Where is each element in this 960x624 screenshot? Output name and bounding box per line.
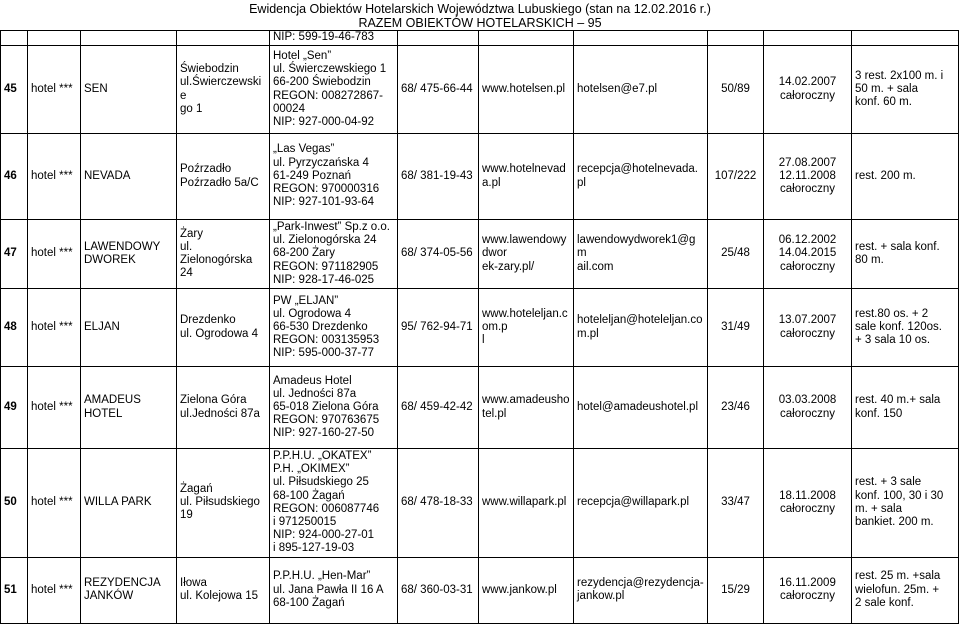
owner-details	[270, 46, 398, 134]
rooms-beds-text: 33/47	[721, 496, 750, 509]
hotel-name	[81, 367, 177, 449]
hotel-category-text: hotel ***	[31, 82, 73, 95]
hotel-name-text: WILLA PARK	[84, 496, 152, 509]
owner-details-text: „Las Vegas” ul. Pyrzyczańska 4 61-249 Poznań REGON: 970000316 NIP: 927-101-93-64	[273, 143, 380, 209]
owner-details	[270, 289, 398, 367]
facilities-notes	[852, 289, 959, 367]
phone-number-text: 68/ 374-05-56	[401, 247, 473, 260]
hotel-name	[81, 134, 177, 220]
hotel-category	[28, 220, 81, 289]
rooms-beds	[708, 46, 764, 134]
hotel-category	[28, 367, 81, 449]
rooms-beds	[708, 367, 764, 449]
hotel-number	[1, 46, 28, 134]
phone-number-text: 68/ 381-19-43	[401, 169, 473, 182]
rooms-beds-text: 15/29	[721, 583, 750, 596]
phone-number-text: 95/ 762-94-71	[401, 320, 473, 333]
hotel-category	[28, 557, 81, 623]
hotel-name-text: ELJAN	[84, 320, 120, 333]
rooms-beds	[708, 220, 764, 289]
hotel-name	[81, 289, 177, 367]
hotel-name-text: AMADEUS HOTEL	[84, 394, 141, 420]
table-row	[1, 367, 959, 449]
email-address-text: hotel@amadeushotel.pl	[577, 400, 699, 413]
phone-number-text: 68/ 459-42-42	[401, 400, 473, 413]
category-date	[764, 367, 852, 449]
hotel-name	[81, 557, 177, 623]
phone-number	[398, 134, 479, 220]
email-address-text: lawendowydworek1@gm ail.com	[577, 234, 696, 273]
phone-number-text: 68/ 360-03-31	[401, 583, 473, 596]
hotel-category-text: hotel ***	[31, 169, 73, 182]
email-address-text: hoteleljan@hoteleljan.co m.pl	[577, 314, 703, 340]
hotel-number	[1, 220, 28, 289]
cell-empty	[28, 31, 81, 46]
hotel-address	[177, 289, 270, 367]
document-title: Ewidencja Obiektów Hotelarskich Województwa Lubuskiego (stan na 12.02.2016 r.)	[249, 2, 711, 16]
facilities-notes	[852, 367, 959, 449]
category-date	[764, 289, 852, 367]
cell-empty	[708, 31, 764, 46]
hotel-name	[81, 46, 177, 134]
category-date	[764, 134, 852, 220]
hotel-category-text: hotel ***	[31, 496, 73, 509]
hotel-number	[1, 289, 28, 367]
email-address	[574, 367, 708, 449]
owner-details-text: P.P.H.U. „OKATEX” P.H. „OKIMEX” ul. Piłsudskiego 25 68-100 Żagań REGON: 006087746 i 971250015 NIP: 924-000-27-01 i 895-127-19-03	[273, 450, 380, 555]
website-text: www.jankow.pl	[482, 583, 557, 596]
owner-details-text: „Park-Inwest” Sp.z o.o. ul. Zielonogórska 24 68-200 Żary REGON: 971182905 NIP: 928-17-46-025	[273, 221, 390, 286]
hotel-number	[1, 367, 28, 449]
website-text: www.hotelsen.pl	[482, 82, 566, 95]
facilities-notes	[852, 449, 959, 558]
cell-empty	[852, 31, 959, 46]
category-date-text: 18.11.2008 całoroczny	[779, 489, 836, 515]
hotel-address	[177, 449, 270, 558]
email-address-text: hotelsen@e7.pl	[577, 82, 658, 95]
owner-details-text: Hotel „Sen” ul. Świerczewskiego 1 66-200 Świebodzin REGON: 008272867- 00024 NIP: 927-000-04-92	[273, 49, 387, 128]
cell-empty	[1, 31, 28, 46]
rooms-beds	[708, 449, 764, 558]
facilities-notes	[852, 46, 959, 134]
rooms-beds-text: 25/48	[721, 247, 750, 260]
hotel-number-text: 46	[4, 169, 17, 182]
cell-empty	[81, 31, 177, 46]
facilities-notes	[852, 557, 959, 623]
hotel-total-summary: RAZEM OBIEKTÓW HOTELARSKICH – 95	[358, 16, 602, 30]
table-row	[1, 449, 959, 558]
email-address	[574, 220, 708, 289]
cell-empty	[574, 31, 708, 46]
hotel-number-text: 47	[4, 247, 17, 260]
hotel-name	[81, 220, 177, 289]
facilities-notes-text: rest. 200 m.	[855, 169, 916, 182]
hotel-name	[81, 449, 177, 558]
phone-number-text: 68/ 478-18-33	[401, 496, 473, 509]
hotel-address-text: Zielona Góra ul.Jedności 87a	[180, 394, 260, 420]
hotel-address-text: Żagań ul. Piłsudskiego 19	[180, 483, 260, 522]
website-text: www.willapark.pl	[482, 496, 567, 509]
hotel-address-text: Iłowa ul. Kolejowa 15	[180, 576, 258, 603]
facilities-notes-text: rest. 25 m. +sala wielofun. 25m. + 2 sale konf.	[855, 570, 941, 609]
owner-details	[270, 367, 398, 449]
website	[479, 367, 574, 449]
cell-empty	[764, 31, 852, 46]
email-address	[574, 449, 708, 558]
hotel-registry-table	[0, 30, 959, 624]
email-address	[574, 46, 708, 134]
hotel-address-text: Żary ul. Zielonogórska 24	[180, 227, 253, 280]
hotel-address	[177, 134, 270, 220]
category-date-text: 03.03.2008 całoroczny	[778, 394, 837, 420]
hotel-number-text: 45	[4, 82, 17, 95]
hotel-address	[177, 367, 270, 449]
rooms-beds	[708, 289, 764, 367]
phone-number-text: 68/ 475-66-44	[401, 82, 473, 95]
hotel-category-text: hotel ***	[31, 400, 73, 413]
table-row	[1, 557, 959, 623]
facilities-notes-text: 3 rest. 2x100 m. i 50 m. + sala konf. 60 m.	[855, 69, 944, 109]
owner-details	[270, 557, 398, 623]
category-date-text: 06.12.2002 14.04.2015 całoroczny	[778, 234, 837, 273]
hotel-address	[177, 46, 270, 134]
hotel-category-text: hotel ***	[31, 320, 73, 333]
hotel-category-text: hotel ***	[31, 247, 73, 260]
website	[479, 557, 574, 623]
rooms-beds	[708, 557, 764, 623]
website	[479, 289, 574, 367]
email-address	[574, 557, 708, 623]
hotel-name-text: NEVADA	[84, 169, 131, 182]
email-address-text: rezydencja@rezydencja- jankow.pl	[577, 576, 704, 603]
website-text: www.lawendowydwor ek-zary.pl/	[482, 234, 567, 273]
hotel-name-text: REZYDENCJA JANKÓW	[84, 576, 161, 603]
phone-number	[398, 367, 479, 449]
rooms-beds-text: 50/89	[721, 82, 750, 95]
owner-details	[270, 134, 398, 220]
category-date	[764, 220, 852, 289]
facilities-notes-text: rest. + sala konf. 80 m.	[855, 240, 940, 266]
category-date	[764, 557, 852, 623]
website	[479, 449, 574, 558]
cell-empty	[398, 31, 479, 46]
category-date-text: 16.11.2009 całoroczny	[779, 576, 836, 603]
hotel-number-text: 51	[4, 583, 17, 596]
website-text: www.hotelnevada.pl	[482, 163, 566, 189]
hotel-number	[1, 557, 28, 623]
owner-nip-continuation: NIP: 599-19-46-783	[270, 31, 398, 46]
cell-empty	[177, 31, 270, 46]
facilities-notes-text: rest.80 os. + 2 sale konf. 120os. + 3 sala 10 os.	[855, 307, 942, 347]
rooms-beds-text: 107/222	[714, 169, 757, 182]
table-row	[1, 220, 959, 289]
rooms-beds	[708, 134, 764, 220]
email-address-text: recepcja@willapark.pl	[577, 496, 690, 509]
hotel-number-text: 49	[4, 400, 17, 413]
email-address-text: recepcja@hotelnevada.pl	[577, 163, 699, 189]
website	[479, 220, 574, 289]
category-date-text: 13.07.2007 całoroczny	[778, 314, 837, 340]
hotel-number	[1, 449, 28, 558]
hotel-address	[177, 220, 270, 289]
facilities-notes	[852, 134, 959, 220]
hotel-category	[28, 449, 81, 558]
hotel-category-text: hotel ***	[31, 583, 73, 596]
rooms-beds-text: 23/46	[721, 400, 750, 413]
email-address	[574, 289, 708, 367]
facilities-notes-text: rest. + 3 sale konf. 100, 30 i 30 m. + sala bankiet. 200 m.	[855, 476, 944, 529]
email-address	[574, 134, 708, 220]
owner-details	[270, 449, 398, 558]
category-date	[764, 449, 852, 558]
hotel-number-text: 50	[4, 496, 17, 509]
website	[479, 134, 574, 220]
website	[479, 46, 574, 134]
hotel-address-text: Drezdenko ul. Ogrodowa 4	[180, 314, 258, 340]
category-date-text: 14.02.2007 całoroczny	[778, 76, 837, 102]
phone-number	[398, 220, 479, 289]
owner-details-text: Amadeus Hotel ul. Jedności 87a 65-018 Zielona Góra REGON: 970763675 NIP: 927-160-27-50	[273, 374, 380, 440]
facilities-notes-text: rest. 40 m.+ sala konf. 150	[855, 394, 941, 420]
category-date	[764, 46, 852, 134]
rooms-beds-text: 31/49	[721, 320, 750, 333]
website-text: www.amadeushotel.pl	[482, 394, 570, 420]
phone-number	[398, 46, 479, 134]
owner-details-text: PW „ELJAN” ul. Ogrodowa 4 66-530 Drezdenko REGON: 003135953 NIP: 595-000-37-77	[273, 294, 380, 360]
hotel-number-text: 48	[4, 320, 17, 333]
hotel-category	[28, 134, 81, 220]
website-text: www.hoteleljan.com.p l	[482, 307, 568, 347]
hotel-number	[1, 134, 28, 220]
phone-number	[398, 449, 479, 558]
table-row	[1, 46, 959, 134]
category-date-text: 27.08.2007 12.11.2008 całoroczny	[778, 156, 837, 196]
hotel-address-text: Poźrzadło Poźrzadło 5a/C	[180, 163, 259, 189]
hotel-name-text: LAWENDOWY DWOREK	[84, 240, 161, 266]
hotel-address	[177, 557, 270, 623]
hotel-address-text: Świebodzin ul.Świerczewskie go 1	[180, 63, 262, 115]
phone-number	[398, 289, 479, 367]
table-row	[1, 134, 959, 220]
owner-details	[270, 220, 398, 289]
owner-details-text: P.P.H.U. „Hen-Mar” ul. Jana Pawła II 16 A 68-100 Żagań	[273, 570, 384, 609]
table-row	[1, 289, 959, 367]
cell-empty	[479, 31, 574, 46]
phone-number	[398, 557, 479, 623]
document-header	[0, 2, 960, 30]
continuation-row	[1, 31, 959, 46]
hotel-category	[28, 289, 81, 367]
hotel-name-text: SEN	[84, 82, 108, 95]
facilities-notes	[852, 220, 959, 289]
hotel-category	[28, 46, 81, 134]
